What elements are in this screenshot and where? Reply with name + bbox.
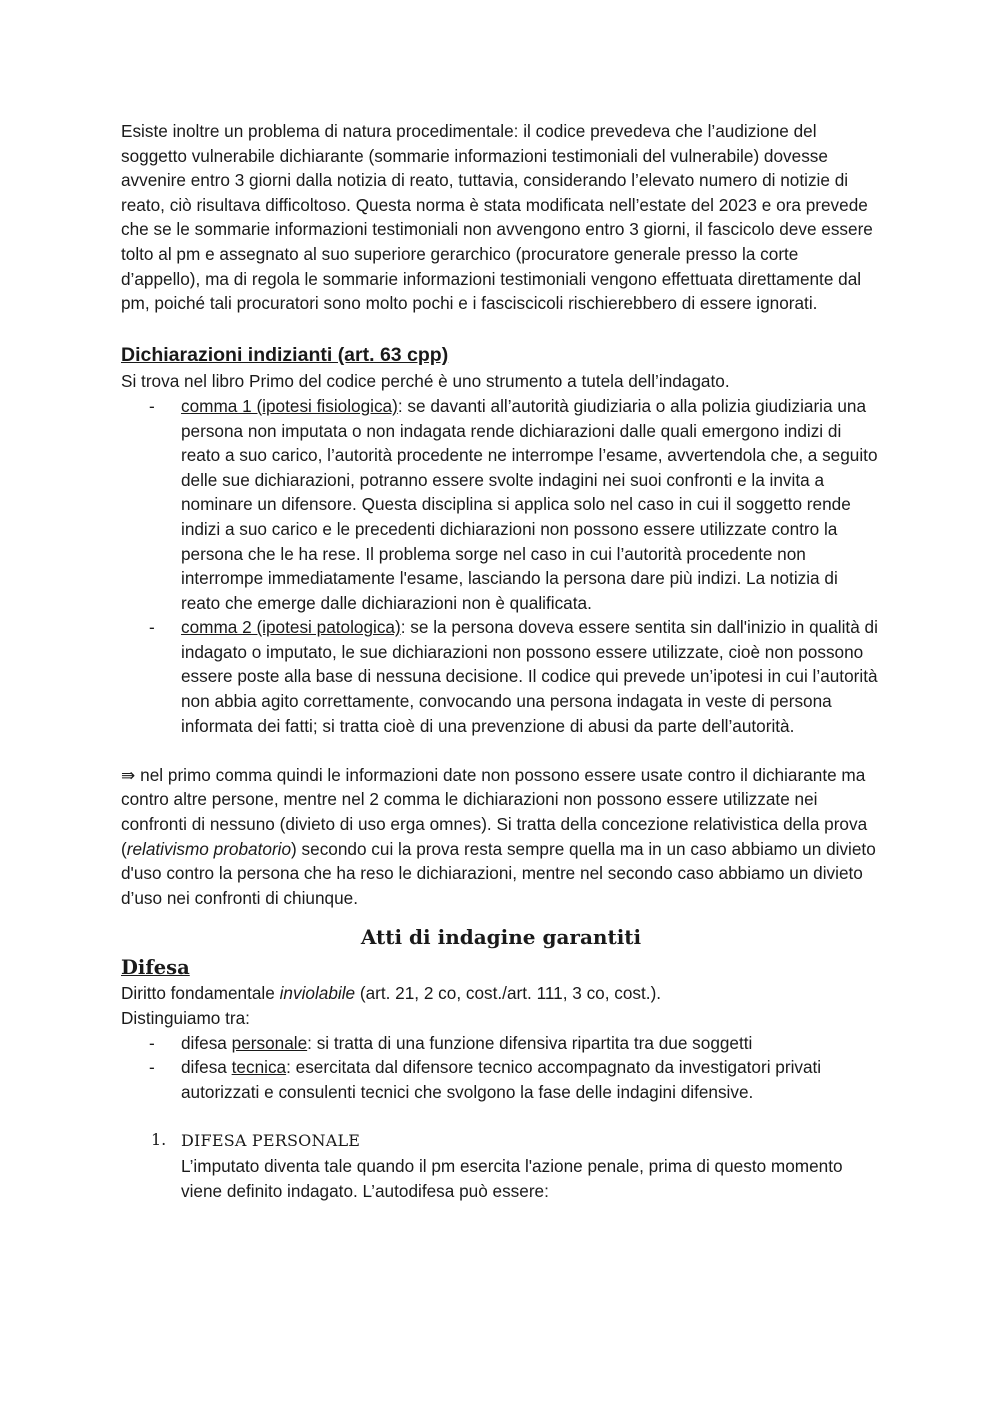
paragraph-gap xyxy=(121,316,881,341)
conclusion-italic: relativismo probatorio xyxy=(126,838,292,859)
dash-bullet: - xyxy=(149,1057,155,1078)
difesa-personale-label: personale xyxy=(231,1032,308,1053)
dash-bullet: - xyxy=(149,1032,155,1053)
document-page xyxy=(121,119,881,1203)
section-heading-dichiarazioni: Dichiarazioni indizianti (art. 63 cpp) xyxy=(121,344,449,367)
comma-1-text: : se davanti all’autorità giudiziaria o alla polizia giudiziaria una persona non imputata o non indagata rende dichiarazioni dalle quali emergono indizi di reato a suo carico, l’autorità procedente ne interrompe l’esame, avvertendola che, a seguito delle sue dichiarazioni, potranno essere svolte indagini nei suoi confronti e la invita a nominare un difensore. Questa disciplina si applica solo nel caso in cui il soggetto rende indizi a suo carico e le precedenti dichiarazioni non possono essere utilizzate contro la persona che le ha rese. Il problema sorge nel caso in cui l’autorità procedente non interrompe immediatamente l'esame, lasciando la persona dare più indizi. La notizia di reato che emerge dalle dichiarazioni non è qualificata. xyxy=(181,395,878,613)
comma-1-label: comma 1 (ipotesi fisiologica) xyxy=(181,395,398,416)
section-intro: Si trova nel libro Primo del codice perché è uno strumento a tutela dell’indagato. xyxy=(121,371,730,392)
paragraph-gap xyxy=(121,738,881,763)
difesa-line-1-b: (art. 21, 2 co, cost./art. 111, 3 co, cost.). xyxy=(355,983,662,1004)
difesa-personale-text: : si tratta di una funzione difensiva ripartita tra due soggetti xyxy=(307,1032,753,1053)
difesa-tecnica-label: tecnica xyxy=(231,1057,287,1078)
list-item-comma-1 xyxy=(121,394,881,615)
comma-2-text: : se la persona doveva essere sentita sin dall'inizio in qualità di indagato o imputato, le sue dichiarazioni non possono essere utilizzate, cioè non possono essere poste alla base di nessuna decisione. Il codice qui prevede un’ipotesi in cui l’autorità non abbia agito correttamente, convocando una persona indagata in veste di persona informata dei fatti; si tratta cioè di una prevenzione di abusi da parte dell’autorità. xyxy=(181,617,878,736)
list-item-difesa-personale xyxy=(121,1031,881,1056)
conclusion-text-a: ⇛ nel primo comma quindi le informazioni date non possono essere usate contro il dichiarante ma contro altre persone, mentre nel 2 comma le dichiarazioni non possono essere utilizzate nei confronti di nessuno (divieto di uso erga omnes). Si tratta della concezione relativistica della prova ( xyxy=(121,764,868,859)
conclusion-paragraph xyxy=(121,763,881,911)
subheading-difesa: Difesa xyxy=(121,956,190,980)
difesa-personale-text-block: L’imputato diventa tale quando il pm esercita l'azione penale, prima di questo momento viene definito indagato. L’autodifesa può essere: xyxy=(181,1155,843,1201)
difesa-list xyxy=(121,1031,881,1105)
difesa-line-1-italic: inviolabile xyxy=(279,983,356,1004)
comma-2-label: comma 2 (ipotesi patologica) xyxy=(181,617,401,638)
difesa-prefix: difesa xyxy=(181,1032,232,1053)
difesa-tecnica-text: : esercitata dal difensore tecnico accompagnato da investigatori privati autorizzati e consulenti tecnici che svolgono la fase delle indagini difensive. xyxy=(181,1057,822,1102)
numbered-heading-difesa-personale xyxy=(121,1128,881,1154)
difesa-line-1-a: Diritto fondamentale xyxy=(121,983,280,1004)
dash-bullet: - xyxy=(149,617,155,638)
difesa-line-2: Distinguiamo tra: xyxy=(121,1008,250,1028)
list-item-difesa-tecnica xyxy=(121,1055,881,1104)
conclusion-text-b: ) secondo cui la prova resta sempre quella ma in un caso abbiamo un divieto d'uso contro la persona che ha reso le dichiarazioni, mentre nel secondo caso abbiamo un divieto d’uso nei confronti di chiunque. xyxy=(121,838,876,908)
dash-bullet: - xyxy=(149,395,155,416)
list-item-comma-2 xyxy=(121,615,881,738)
section-heading-atti: Atti di indagine garantiti xyxy=(360,925,642,950)
comma-list xyxy=(121,394,881,738)
difesa-prefix: difesa xyxy=(181,1057,232,1078)
intro-paragraph: Esiste inoltre un problema di natura procedimentale: il codice prevedeva che l’audizione del soggetto vulnerabile dichiarante (sommarie informazioni testimoniali del vulnerabile) dovesse avvenire entro 3 giorni dalla notizia di reato, tuttavia, considerando l’elevato numero di notizie di reato, ciò risultava difficoltoso. Questa norma è stata modificata nell’estate del 2023 e ora prevede che se le sommarie informazioni testimoniali non avvengono entro 3 giorni, il fascicolo deve essere tolto al pm e assegnato al suo superiore gerarchico (procuratore generale presso la corte d’appello), ma di regola le sommarie informazioni testimoniali vengono effettuata direttamente dal pm, poiché tali procuratori sono molto pochi e i fasciscicoli rischierebbero di essere ignorati. xyxy=(121,121,873,314)
difesa-line-1 xyxy=(121,981,881,1006)
numbered-heading-title: DIFESA PERSONALE xyxy=(181,1131,361,1151)
list-number: 1. xyxy=(151,1130,167,1150)
